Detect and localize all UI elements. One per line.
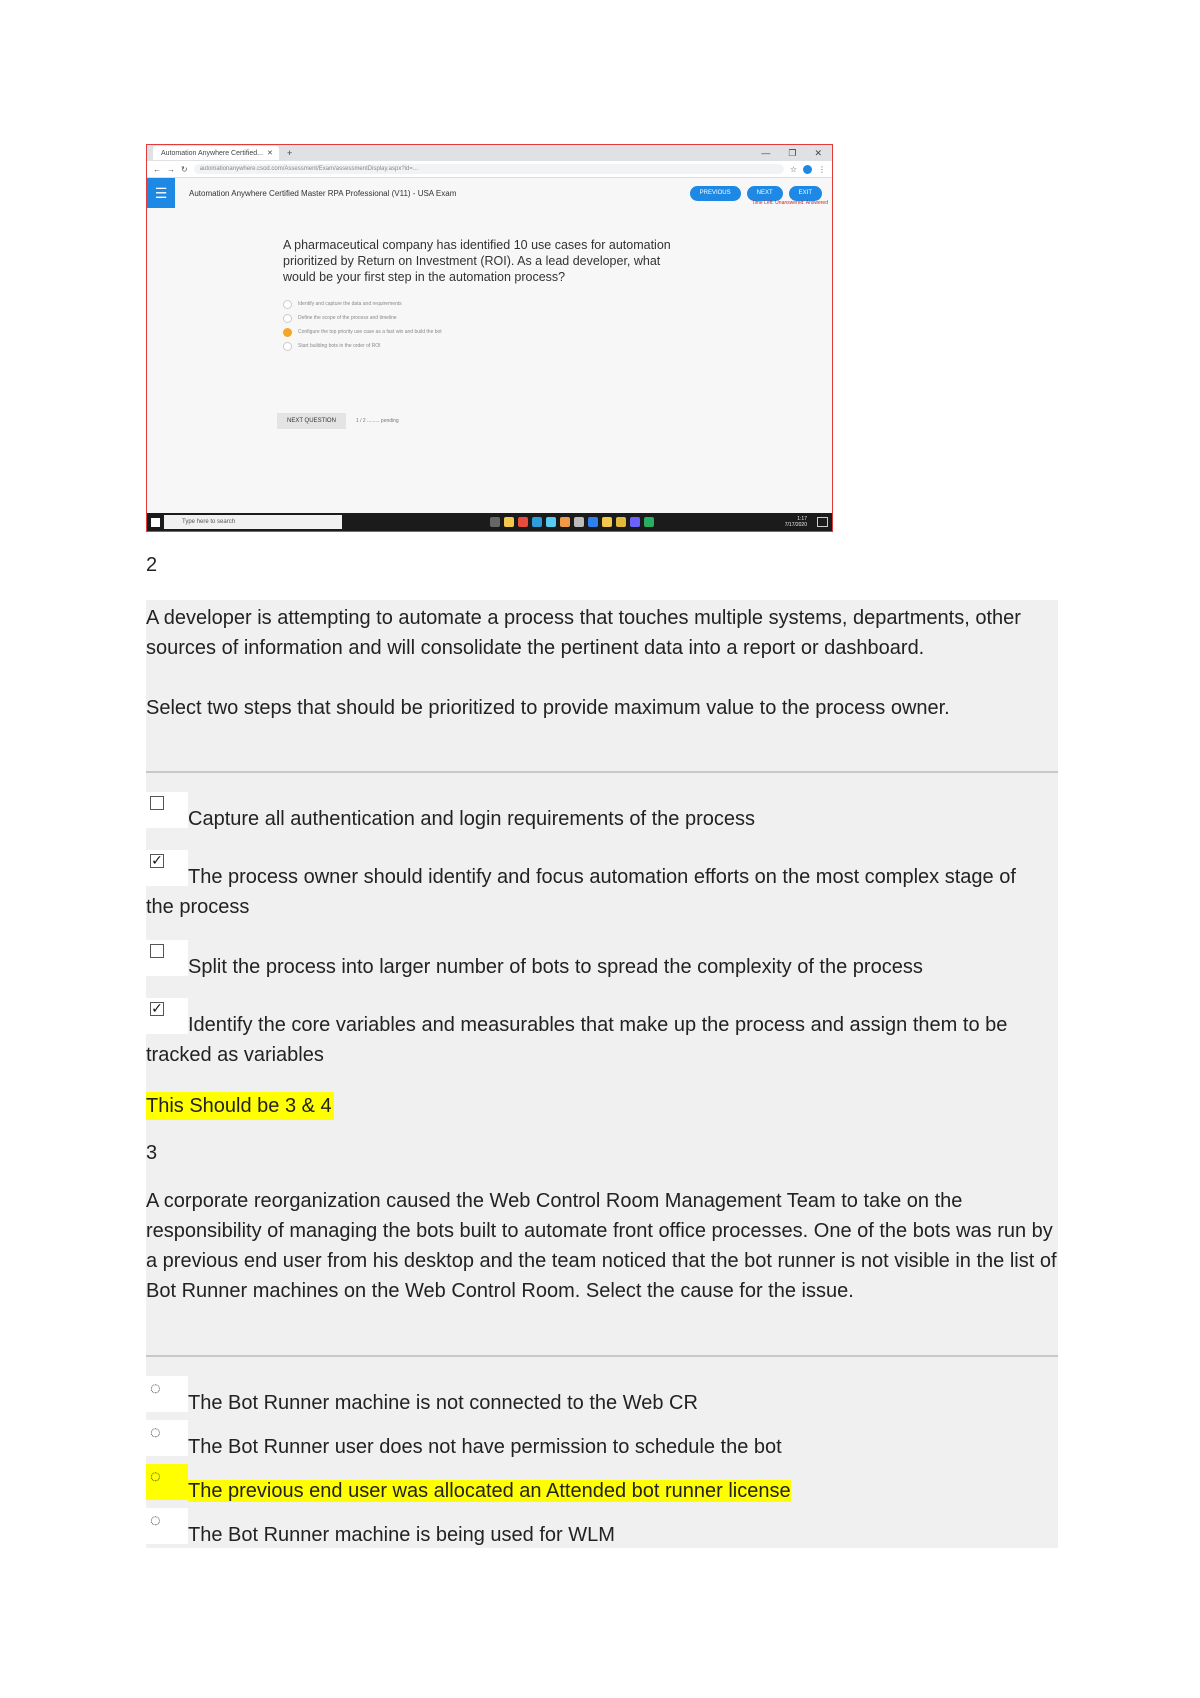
- question-text: [146, 1186, 1058, 1306]
- teams-icon[interactable]: [630, 517, 640, 527]
- window-close-icon[interactable]: ✕: [814, 147, 822, 158]
- app-header: [147, 178, 832, 208]
- question-paragraph: A corporate reorganization caused the Web Control Room Management Team to take on the responsibility of managing the bots built to automate front office processes. One of the bots was run by a previous end user from his desktop and the team noticed that the bot runner is not visible in the list of Bot Runner machines on the Web Control Room. Select the cause for the issue.: [146, 1190, 1057, 1302]
- url-input[interactable]: automationanywhere.csod.com/Assessment/Exam/assessmentDisplay.aspx?id=...: [194, 164, 784, 174]
- radio-icon[interactable]: ◌: [150, 1510, 161, 1530]
- answer-option[interactable]: [146, 1420, 1046, 1462]
- next-button[interactable]: NEXT: [747, 186, 783, 201]
- option-text: Identify the core variables and measurables that make up the process and assign them to be tracked as variables: [146, 1014, 1008, 1066]
- new-tab-icon[interactable]: +: [287, 148, 293, 158]
- browser-tab[interactable]: [153, 146, 279, 160]
- question-paragraph: A developer is attempting to automate a process that touches multiple systems, departments, other sources of information and will consolidate the pertinent data into a report or dashboard.: [146, 607, 1021, 659]
- answer-option[interactable]: [146, 940, 1046, 982]
- checkbox-icon[interactable]: [150, 796, 164, 810]
- exam-options: [283, 297, 683, 353]
- windows-start-icon[interactable]: [151, 518, 160, 527]
- folder-icon[interactable]: [616, 517, 626, 527]
- option-text: Capture all authentication and login requirements of the process: [188, 808, 756, 830]
- exam-option[interactable]: [283, 311, 683, 325]
- progress-text: 1 / 2 ......... pending: [355, 418, 399, 424]
- folder-icon[interactable]: [560, 517, 570, 527]
- exam-option-text: Start building bots in the order of ROI: [298, 343, 381, 349]
- option-text-highlighted: The previous end user was allocated an Attended bot runner license: [188, 1480, 791, 1502]
- answer-option[interactable]: [146, 1376, 1046, 1418]
- answer-note-highlight: This Should be 3 & 4: [146, 1092, 334, 1120]
- answer-option[interactable]: [146, 998, 1046, 1070]
- app-icon[interactable]: [644, 517, 654, 527]
- taskbar-clock: [785, 516, 807, 528]
- browser-tab-title: Automation Anywhere Certified...: [161, 149, 263, 157]
- option-text: The Bot Runner user does not have permission to schedule the bot: [188, 1436, 782, 1458]
- edge-icon[interactable]: [532, 517, 542, 527]
- option-text: The Bot Runner machine is being used for WLM: [188, 1524, 615, 1546]
- exam-footer: [277, 413, 399, 429]
- exam-option-text: Configure the top priority use case as a fast win and build the bot: [298, 329, 442, 335]
- profile-icon[interactable]: [803, 165, 812, 174]
- option-text: The Bot Runner machine is not connected to the Web CR: [188, 1392, 698, 1414]
- option-text-wrap: [146, 1464, 1046, 1506]
- question-text: [146, 603, 1058, 723]
- exam-option-text: Identify and capture the data and requirements: [298, 301, 402, 307]
- divider: [146, 771, 1058, 773]
- checkbox-checked-icon[interactable]: ✓: [151, 1000, 163, 1016]
- radio-icon[interactable]: ◌: [150, 1466, 161, 1486]
- radio-icon[interactable]: ◌: [150, 1378, 161, 1398]
- exam-question-text: A pharmaceutical company has identified 10 use cases for automation prioritized by Return on Investment (ROI). As a lead developer, what would be your first step in the automation process?: [283, 238, 671, 284]
- radio-icon[interactable]: [283, 342, 292, 351]
- taskbar-search-input[interactable]: Type here to search: [164, 515, 342, 529]
- time-left-text: Time Left: Unanswered: Answered: [751, 200, 828, 206]
- nav-buttons: [690, 186, 822, 201]
- clock-time: 1:17: [797, 516, 807, 522]
- checkbox-icon[interactable]: [150, 944, 164, 958]
- hamburger-menu-icon[interactable]: ☰: [147, 178, 175, 208]
- question-paragraph: Select two steps that should be prioritized to provide maximum value to the process owner.: [146, 697, 950, 719]
- question-number: 2: [146, 554, 158, 576]
- radio-icon[interactable]: ◌: [150, 1422, 161, 1442]
- sticky-notes-icon[interactable]: [602, 517, 612, 527]
- more-icon[interactable]: ⋮: [818, 164, 826, 174]
- exam-option[interactable]: [283, 325, 683, 339]
- reload-icon[interactable]: ↻: [181, 164, 188, 174]
- exam-option[interactable]: [283, 339, 683, 353]
- radio-icon[interactable]: [283, 300, 292, 309]
- outlook-icon[interactable]: [588, 517, 598, 527]
- star-icon[interactable]: ☆: [789, 164, 797, 174]
- maximize-icon[interactable]: ❐: [788, 147, 797, 158]
- question-number: 3: [146, 1142, 158, 1164]
- radio-selected-icon[interactable]: [283, 328, 292, 337]
- previous-button[interactable]: PREVIOUS: [690, 186, 741, 201]
- browser-address-bar: [147, 161, 832, 178]
- exam-question-area: [283, 237, 683, 353]
- notification-icon[interactable]: [817, 517, 828, 527]
- back-icon[interactable]: ←: [153, 164, 161, 174]
- app-icon[interactable]: [574, 517, 584, 527]
- radio-icon[interactable]: [283, 314, 292, 323]
- exam-option-text: Define the scope of the process and timeline: [298, 315, 397, 321]
- file-explorer-icon[interactable]: [504, 517, 514, 527]
- browser-tab-strip: [147, 145, 832, 161]
- chrome-icon[interactable]: [518, 517, 528, 527]
- option-text: Split the process into larger number of bots to spread the complexity of the process: [188, 956, 923, 978]
- next-question-button[interactable]: NEXT QUESTION: [277, 413, 346, 429]
- checkbox-checked-icon[interactable]: ✓: [151, 852, 163, 868]
- option-text: The process owner should identify and focus automation efforts on the most complex stage of the process: [146, 866, 1016, 918]
- minimize-icon[interactable]: —: [761, 147, 771, 158]
- windows-taskbar: [147, 513, 832, 531]
- answer-option[interactable]: [146, 1464, 1046, 1506]
- window-controls: [761, 148, 832, 159]
- task-view-icon[interactable]: [490, 517, 500, 527]
- forward-icon[interactable]: →: [167, 164, 175, 174]
- answer-option[interactable]: [146, 1508, 1046, 1550]
- close-icon[interactable]: ✕: [266, 150, 273, 157]
- exit-button[interactable]: EXIT: [789, 186, 822, 201]
- app-title: Automation Anywhere Certified Master RPA Professional (V11) - USA Exam: [189, 188, 457, 198]
- store-icon[interactable]: [546, 517, 556, 527]
- exam-option[interactable]: [283, 297, 683, 311]
- answer-option[interactable]: [146, 792, 1046, 834]
- clock-date: 7/17/2020: [784, 522, 807, 528]
- answer-option[interactable]: [146, 850, 1046, 922]
- embedded-screenshot: [146, 144, 833, 532]
- divider: [146, 1355, 1058, 1357]
